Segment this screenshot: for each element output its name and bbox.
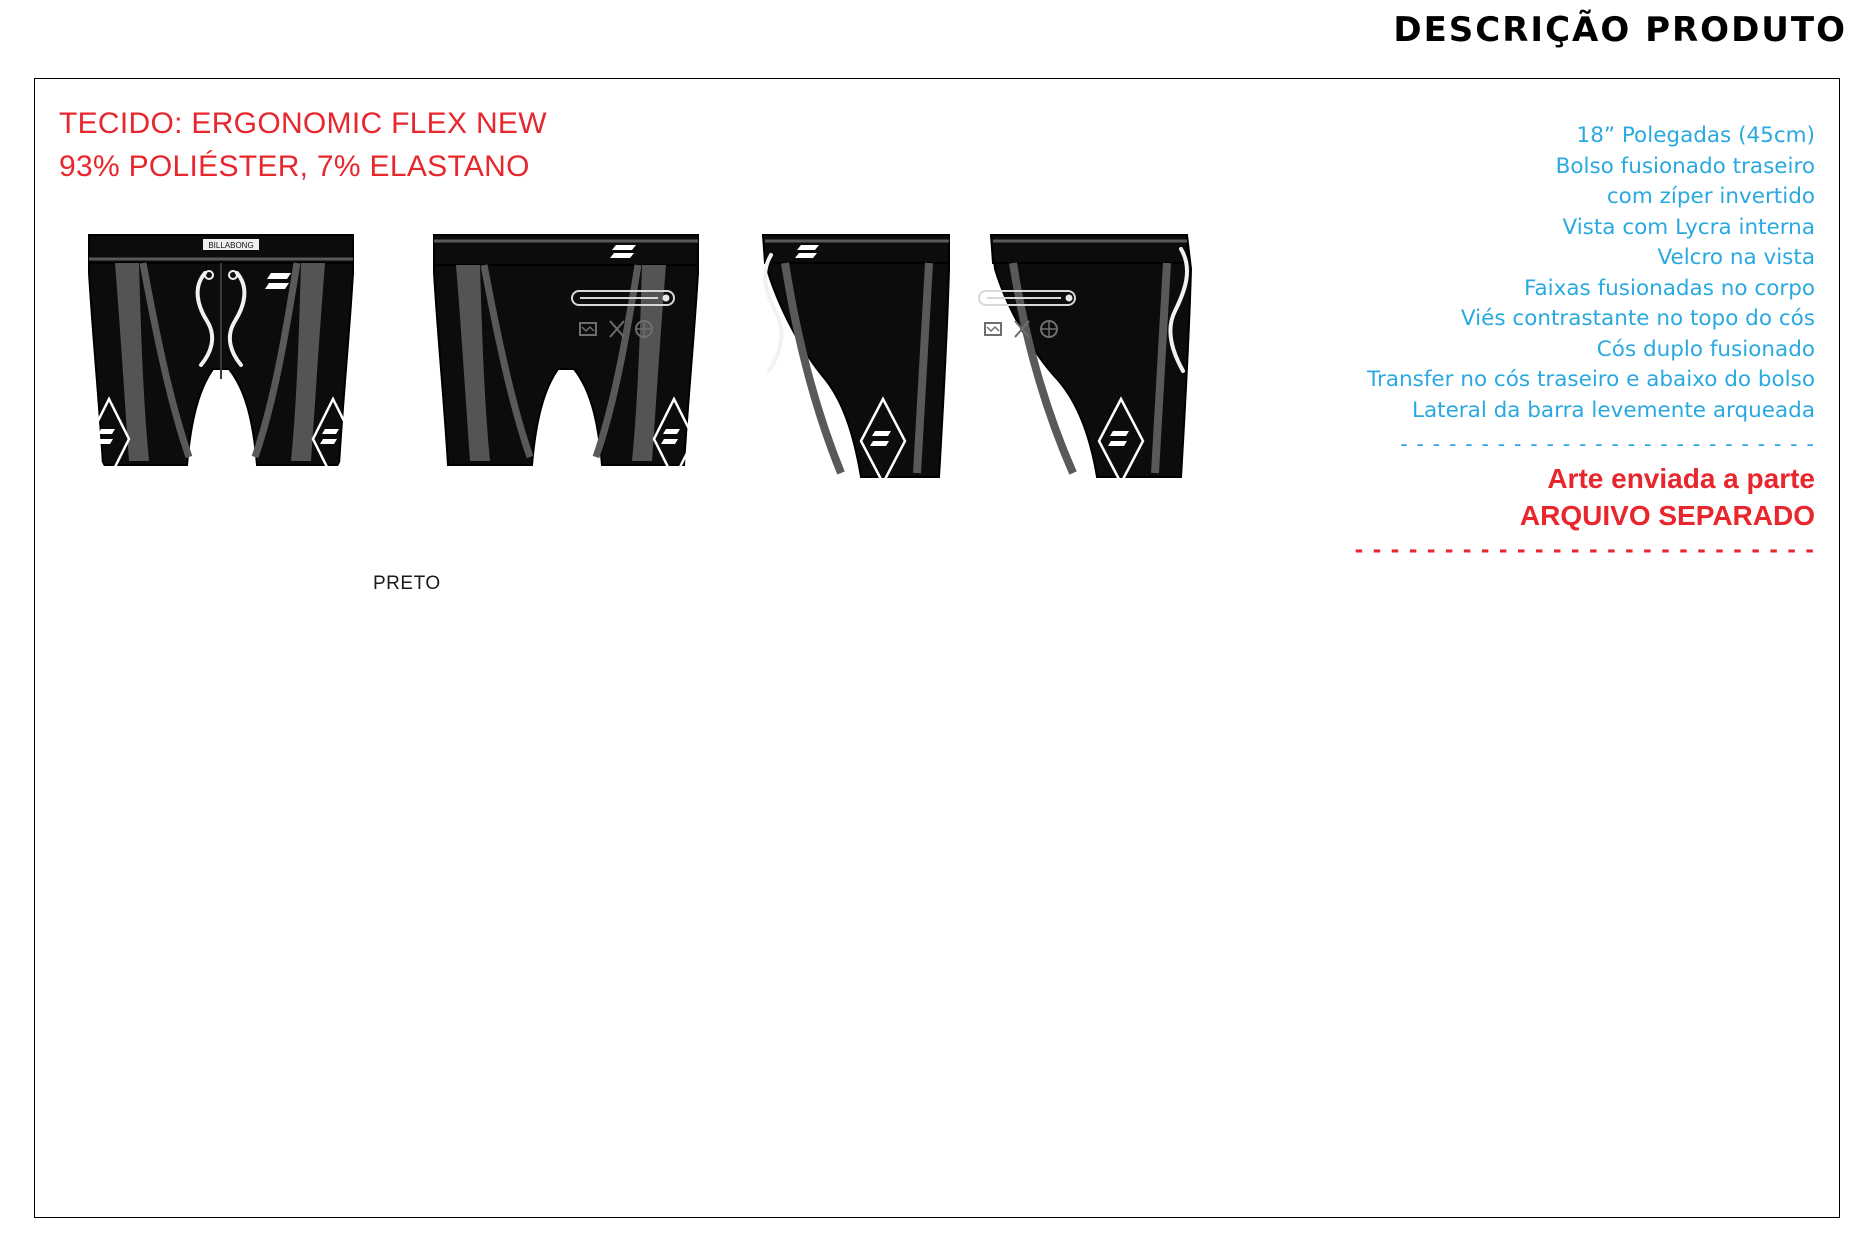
- svg-text:BILLABONG: BILLABONG: [208, 241, 254, 250]
- description-item: Cós duplo fusionado: [1596, 336, 1815, 362]
- front-view: [85, 229, 365, 529]
- art-note-line-1: Arte enviada a parte: [1547, 463, 1815, 494]
- back-view: [430, 229, 710, 529]
- description-item: Transfer no cós traseiro e abaixo do bolso: [1367, 367, 1815, 393]
- fabric-line-1: TECIDO: ERGONOMIC FLEX NEW: [59, 107, 547, 140]
- description-item: Vista com Lycra interna: [1562, 214, 1815, 240]
- art-note-divider: - - - - - - - - - - - - - - - - - - - - - - - - - -: [1354, 537, 1815, 562]
- page-title: DESCRIÇÃO PRODUTO: [1393, 10, 1847, 50]
- spec-sheet-frame: [34, 78, 1840, 1218]
- fabric-line-2: 93% POLIÉSTER, 7% ELASTANO: [59, 149, 530, 183]
- garment-illustrations: [45, 229, 1345, 589]
- side-view-left: [745, 229, 965, 529]
- description-item: com zíper invertido: [1606, 184, 1815, 210]
- description-item: Velcro na vista: [1657, 245, 1815, 271]
- description-divider: - - - - - - - - - - - - - - - - - - - - - - - - - -: [1400, 432, 1815, 457]
- fabric-composition: [59, 103, 547, 188]
- description-item: Faixas fusionadas no corpo: [1524, 275, 1815, 301]
- description-item: 18” Polegadas (45cm): [1576, 123, 1815, 148]
- description-item: Lateral da barra levemente arqueada: [1412, 397, 1815, 423]
- art-note-line-2: ARQUIVO SEPARADO: [1519, 499, 1815, 531]
- colorway-label: PRETO: [373, 573, 441, 594]
- side-view-right: [975, 229, 1215, 529]
- description-item: Viés contrastante no topo do cós: [1460, 306, 1815, 332]
- description-item: Bolso fusionado traseiro: [1555, 153, 1815, 179]
